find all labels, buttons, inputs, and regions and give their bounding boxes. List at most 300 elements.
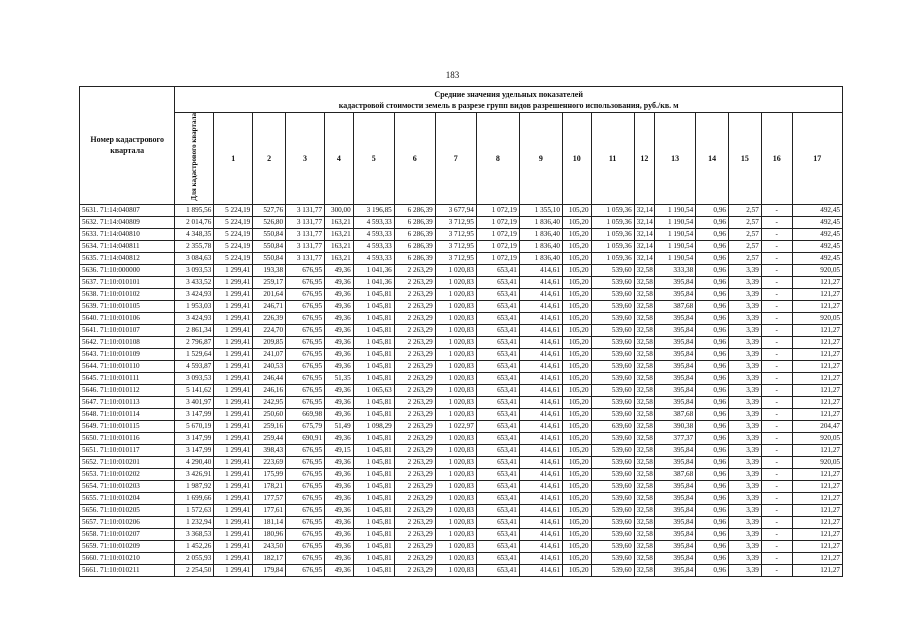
value-cell: 1 299,41 <box>214 444 253 456</box>
value-cell: 1 045,81 <box>353 516 394 528</box>
value-cell: 3,39 <box>729 528 762 540</box>
value-cell: 49,36 <box>325 300 354 312</box>
value-cell: 49,36 <box>325 384 354 396</box>
table-row <box>80 372 843 384</box>
value-cell: - <box>761 396 792 408</box>
value-cell: - <box>761 384 792 396</box>
value-cell: 2 263,29 <box>394 300 435 312</box>
value-cell: 1 020,83 <box>435 516 476 528</box>
table-row <box>80 264 843 276</box>
value-cell: 1 299,41 <box>214 468 253 480</box>
value-cell: 676,95 <box>286 492 325 504</box>
value-cell: 1 059,36 <box>591 228 634 240</box>
value-cell: 32,58 <box>634 312 655 324</box>
header-group-title <box>175 87 843 113</box>
value-cell: 676,95 <box>286 348 325 360</box>
value-cell: 492,45 <box>792 216 842 228</box>
value-cell: 49,36 <box>325 564 354 576</box>
cadastral-number-cell: 5647. 71:10:010113 <box>80 396 175 408</box>
value-cell: 1 190,54 <box>655 204 696 216</box>
value-cell: 3 093,53 <box>175 264 214 276</box>
value-cell: 414,61 <box>519 468 562 480</box>
value-cell: 2 263,29 <box>394 480 435 492</box>
value-cell: 1 836,40 <box>519 240 562 252</box>
value-cell: 539,60 <box>591 264 634 276</box>
value-cell: 1 020,83 <box>435 288 476 300</box>
cadastral-number-cell: 5651. 71:10:010117 <box>80 444 175 456</box>
value-cell: 246,16 <box>253 384 286 396</box>
value-cell: 1 299,41 <box>214 312 253 324</box>
value-cell: 105,20 <box>562 288 591 300</box>
value-cell: 49,36 <box>325 456 354 468</box>
value-cell: 177,61 <box>253 504 286 516</box>
value-cell: 676,95 <box>286 336 325 348</box>
cadastral-number-cell: 5644. 71:10:010110 <box>80 360 175 372</box>
value-cell: 105,20 <box>562 300 591 312</box>
value-cell: 395,84 <box>655 528 696 540</box>
table-row <box>80 480 843 492</box>
value-cell: 4 348,35 <box>175 228 214 240</box>
value-cell: 1 190,54 <box>655 228 696 240</box>
value-cell: 653,41 <box>476 336 519 348</box>
value-cell: 1 045,81 <box>353 540 394 552</box>
value-cell: 653,41 <box>476 564 519 576</box>
value-cell: 49,15 <box>325 444 354 456</box>
value-cell: 2 263,29 <box>394 396 435 408</box>
value-cell: 3 093,53 <box>175 372 214 384</box>
value-cell: - <box>761 204 792 216</box>
value-cell: 163,21 <box>325 228 354 240</box>
value-cell: 653,41 <box>476 384 519 396</box>
value-cell: 49,36 <box>325 264 354 276</box>
value-cell: 2,57 <box>729 228 762 240</box>
value-cell: 4 593,87 <box>175 360 214 372</box>
value-cell: 3,39 <box>729 360 762 372</box>
value-cell: 492,45 <box>792 228 842 240</box>
value-cell: 226,39 <box>253 312 286 324</box>
value-cell: 121,27 <box>792 492 842 504</box>
value-cell: 105,20 <box>562 324 591 336</box>
value-cell: 49,36 <box>325 468 354 480</box>
value-cell: 121,27 <box>792 528 842 540</box>
value-cell: 32,58 <box>634 408 655 420</box>
value-cell: 32,58 <box>634 468 655 480</box>
value-cell: 246,44 <box>253 372 286 384</box>
value-cell: 1 072,19 <box>476 252 519 264</box>
value-cell: 395,84 <box>655 348 696 360</box>
value-cell: 1 045,81 <box>353 336 394 348</box>
value-cell: 539,60 <box>591 552 634 564</box>
value-cell: 1 045,81 <box>353 492 394 504</box>
value-cell: - <box>761 360 792 372</box>
value-cell: 676,95 <box>286 504 325 516</box>
value-cell: 3 424,93 <box>175 288 214 300</box>
value-cell: 3,39 <box>729 432 762 444</box>
value-cell: 1 299,41 <box>214 492 253 504</box>
value-cell: 676,95 <box>286 468 325 480</box>
value-cell: - <box>761 216 792 228</box>
value-cell: 105,20 <box>562 552 591 564</box>
value-cell: 539,60 <box>591 516 634 528</box>
value-cell: 653,41 <box>476 420 519 432</box>
value-cell: 6 286,39 <box>394 252 435 264</box>
value-cell: 32,58 <box>634 516 655 528</box>
value-cell: - <box>761 276 792 288</box>
cadastral-number-cell: 5656. 71:10:010205 <box>80 504 175 516</box>
value-cell: 49,36 <box>325 324 354 336</box>
value-cell: 0,96 <box>696 300 729 312</box>
page-number: 183 <box>445 70 460 80</box>
value-cell: 49,36 <box>325 432 354 444</box>
value-cell: 4 593,33 <box>353 252 394 264</box>
value-cell: 2,57 <box>729 240 762 252</box>
value-cell: 121,27 <box>792 468 842 480</box>
value-cell: 1 987,92 <box>175 480 214 492</box>
value-cell: 653,41 <box>476 432 519 444</box>
value-cell: 180,96 <box>253 528 286 540</box>
value-cell: 32,58 <box>634 504 655 516</box>
value-cell: 105,20 <box>562 456 591 468</box>
value-cell: 0,96 <box>696 396 729 408</box>
value-cell: 32,58 <box>634 456 655 468</box>
value-cell: - <box>761 312 792 324</box>
value-cell: 1 299,41 <box>214 480 253 492</box>
value-cell: 526,80 <box>253 216 286 228</box>
value-cell: 539,60 <box>591 348 634 360</box>
cadastral-number-cell: 5648. 71:10:010114 <box>80 408 175 420</box>
value-cell: 223,69 <box>253 456 286 468</box>
value-cell: 492,45 <box>792 252 842 264</box>
value-cell: 2 263,29 <box>394 504 435 516</box>
value-cell: 32,58 <box>634 300 655 312</box>
header-col-11: 11 <box>591 113 634 205</box>
value-cell: 3 131,77 <box>286 216 325 228</box>
value-cell: 539,60 <box>591 456 634 468</box>
value-cell: - <box>761 288 792 300</box>
value-cell: 676,95 <box>286 516 325 528</box>
value-cell: 2 263,29 <box>394 456 435 468</box>
value-cell: 1 045,81 <box>353 456 394 468</box>
value-cell: 3,39 <box>729 396 762 408</box>
value-cell: - <box>761 324 792 336</box>
value-cell: 49,36 <box>325 552 354 564</box>
value-cell: 395,84 <box>655 396 696 408</box>
value-cell: 669,98 <box>286 408 325 420</box>
value-cell: 539,60 <box>591 492 634 504</box>
value-cell: 105,20 <box>562 408 591 420</box>
value-cell: 1 072,19 <box>476 228 519 240</box>
value-cell: 653,41 <box>476 504 519 516</box>
value-cell: 414,61 <box>519 396 562 408</box>
table-row <box>80 408 843 420</box>
value-cell: 414,61 <box>519 336 562 348</box>
value-cell: 3,39 <box>729 312 762 324</box>
value-cell: 32,14 <box>634 228 655 240</box>
value-cell: 242,95 <box>253 396 286 408</box>
value-cell: - <box>761 240 792 252</box>
value-cell: 920,05 <box>792 432 842 444</box>
value-cell: 3,39 <box>729 288 762 300</box>
value-cell: 1 045,81 <box>353 552 394 564</box>
value-cell: 676,95 <box>286 444 325 456</box>
value-cell: 49,36 <box>325 408 354 420</box>
value-cell: 1 045,81 <box>353 348 394 360</box>
value-cell: 1 020,83 <box>435 336 476 348</box>
value-cell: 3 131,77 <box>286 240 325 252</box>
value-cell: 105,20 <box>562 204 591 216</box>
value-cell: 121,27 <box>792 336 842 348</box>
value-cell: 1 065,63 <box>353 384 394 396</box>
value-cell: 259,17 <box>253 276 286 288</box>
value-cell: 539,60 <box>591 384 634 396</box>
table-row <box>80 348 843 360</box>
value-cell: 377,37 <box>655 432 696 444</box>
value-cell: 395,84 <box>655 336 696 348</box>
value-cell: 3,39 <box>729 420 762 432</box>
value-cell: 1 020,83 <box>435 504 476 516</box>
value-cell: 2 263,29 <box>394 372 435 384</box>
value-cell: 0,96 <box>696 324 729 336</box>
value-cell: 105,20 <box>562 228 591 240</box>
value-cell: 1 020,83 <box>435 432 476 444</box>
value-cell: 539,60 <box>591 300 634 312</box>
value-cell: 0,96 <box>696 348 729 360</box>
value-cell: 105,20 <box>562 216 591 228</box>
value-cell: 105,20 <box>562 528 591 540</box>
value-cell: 1 045,81 <box>353 432 394 444</box>
value-cell: 1 299,41 <box>214 396 253 408</box>
value-cell: 1 020,83 <box>435 264 476 276</box>
value-cell: 1 299,41 <box>214 336 253 348</box>
value-cell: 3,39 <box>729 324 762 336</box>
value-cell: - <box>761 492 792 504</box>
value-cell: 395,84 <box>655 504 696 516</box>
value-cell: - <box>761 552 792 564</box>
value-cell: 32,14 <box>634 216 655 228</box>
value-cell: 1 020,83 <box>435 300 476 312</box>
cadastral-number-cell: 5639. 71:10:010105 <box>80 300 175 312</box>
value-cell: 653,41 <box>476 528 519 540</box>
value-cell: 414,61 <box>519 492 562 504</box>
value-cell: 395,84 <box>655 288 696 300</box>
value-cell: 2 055,93 <box>175 552 214 564</box>
value-cell: 1 299,41 <box>214 504 253 516</box>
value-cell: 1 190,54 <box>655 252 696 264</box>
value-cell: 3,39 <box>729 516 762 528</box>
value-cell: 105,20 <box>562 372 591 384</box>
value-cell: 2 014,76 <box>175 216 214 228</box>
value-cell: 105,20 <box>562 468 591 480</box>
value-cell: 105,20 <box>562 504 591 516</box>
value-cell: 121,27 <box>792 348 842 360</box>
value-cell: 0,96 <box>696 408 729 420</box>
value-cell: 1 020,83 <box>435 384 476 396</box>
value-cell: 539,60 <box>591 480 634 492</box>
cadastral-number-cell: 5632. 71:14:040809 <box>80 216 175 228</box>
value-cell: 0,96 <box>696 480 729 492</box>
value-cell: - <box>761 516 792 528</box>
value-cell: 653,41 <box>476 540 519 552</box>
value-cell: 105,20 <box>562 516 591 528</box>
value-cell: 1 022,97 <box>435 420 476 432</box>
value-cell: 105,20 <box>562 336 591 348</box>
value-cell: 0,96 <box>696 420 729 432</box>
header-group-line2: кадастровой стоимости земель в разрезе групп видов разрешенного использования, руб./кв. м <box>338 100 679 110</box>
cadastral-number-cell: 5635. 71:14:040812 <box>80 252 175 264</box>
value-cell: 163,21 <box>325 240 354 252</box>
value-cell: 3 401,97 <box>175 396 214 408</box>
value-cell: 414,61 <box>519 384 562 396</box>
value-cell: 204,47 <box>792 420 842 432</box>
value-cell: 3,39 <box>729 456 762 468</box>
value-cell: 539,60 <box>591 336 634 348</box>
value-cell: 395,84 <box>655 372 696 384</box>
value-cell: 1 045,81 <box>353 300 394 312</box>
cadastral-number-cell: 5649. 71:10:010115 <box>80 420 175 432</box>
value-cell: 32,58 <box>634 432 655 444</box>
value-cell: 550,84 <box>253 240 286 252</box>
cadastral-number-cell: 5659. 71:10:010209 <box>80 540 175 552</box>
value-cell: 676,95 <box>286 564 325 576</box>
value-cell: 414,61 <box>519 444 562 456</box>
value-cell: 4 593,33 <box>353 216 394 228</box>
value-cell: 3,39 <box>729 468 762 480</box>
value-cell: 676,95 <box>286 300 325 312</box>
value-cell: 1 020,83 <box>435 468 476 480</box>
value-cell: 0,96 <box>696 204 729 216</box>
table-row <box>80 396 843 408</box>
table-row <box>80 240 843 252</box>
value-cell: 395,84 <box>655 312 696 324</box>
value-cell: 0,96 <box>696 216 729 228</box>
value-cell: 1 572,63 <box>175 504 214 516</box>
value-cell: 32,58 <box>634 276 655 288</box>
value-cell: 1 020,83 <box>435 456 476 468</box>
value-cell: 395,84 <box>655 444 696 456</box>
value-cell: 676,95 <box>286 276 325 288</box>
value-cell: 49,36 <box>325 336 354 348</box>
value-cell: 387,68 <box>655 408 696 420</box>
value-cell: 492,45 <box>792 204 842 216</box>
value-cell: 121,27 <box>792 288 842 300</box>
value-cell: - <box>761 444 792 456</box>
value-cell: 240,53 <box>253 360 286 372</box>
value-cell: 0,96 <box>696 432 729 444</box>
value-cell: 0,96 <box>696 444 729 456</box>
value-cell: 3 131,77 <box>286 204 325 216</box>
value-cell: 201,64 <box>253 288 286 300</box>
value-cell: 2 263,29 <box>394 276 435 288</box>
value-cell: 3,39 <box>729 564 762 576</box>
value-cell: 414,61 <box>519 420 562 432</box>
value-cell: 3,39 <box>729 372 762 384</box>
value-cell: 676,95 <box>286 360 325 372</box>
value-cell: 3,39 <box>729 552 762 564</box>
value-cell: 0,96 <box>696 552 729 564</box>
cadastral-number-cell: 5650. 71:10:010116 <box>80 432 175 444</box>
value-cell: 1 045,81 <box>353 288 394 300</box>
value-cell: 3 712,95 <box>435 216 476 228</box>
value-cell: 2 263,29 <box>394 492 435 504</box>
value-cell: 5 141,62 <box>175 384 214 396</box>
value-cell: 3,39 <box>729 300 762 312</box>
cadastral-number-cell: 5634. 71:14:040811 <box>80 240 175 252</box>
value-cell: - <box>761 480 792 492</box>
value-cell: - <box>761 228 792 240</box>
cadastral-number-cell: 5631. 71:14:040807 <box>80 204 175 216</box>
value-cell: 121,27 <box>792 408 842 420</box>
table-row <box>80 252 843 264</box>
value-cell: 49,36 <box>325 276 354 288</box>
value-cell: 3,39 <box>729 504 762 516</box>
value-cell: 49,36 <box>325 516 354 528</box>
value-cell: - <box>761 468 792 480</box>
value-cell: 1 299,41 <box>214 384 253 396</box>
cadastral-number-cell: 5637. 71:10:010101 <box>80 276 175 288</box>
value-cell: 32,58 <box>634 288 655 300</box>
cadastral-number-cell: 5645. 71:10:010111 <box>80 372 175 384</box>
value-cell: 1 299,41 <box>214 408 253 420</box>
value-cell: 1 299,41 <box>214 528 253 540</box>
value-cell: - <box>761 336 792 348</box>
header-col-8: 8 <box>476 113 519 205</box>
value-cell: 0,96 <box>696 504 729 516</box>
value-cell: 395,84 <box>655 540 696 552</box>
value-cell: 1 299,41 <box>214 324 253 336</box>
value-cell: 2 263,29 <box>394 468 435 480</box>
value-cell: 1 045,81 <box>353 468 394 480</box>
table-row <box>80 528 843 540</box>
value-cell: 398,43 <box>253 444 286 456</box>
value-cell: 676,95 <box>286 540 325 552</box>
cadastral-number-cell: 5661. 71:10:010211 <box>80 564 175 576</box>
value-cell: 5 224,19 <box>214 252 253 264</box>
value-cell: 1 232,94 <box>175 516 214 528</box>
value-cell: 105,20 <box>562 360 591 372</box>
value-cell: 3 084,63 <box>175 252 214 264</box>
value-cell: 49,36 <box>325 480 354 492</box>
value-cell: 1 020,83 <box>435 372 476 384</box>
value-cell: 414,61 <box>519 300 562 312</box>
value-cell: 0,96 <box>696 312 729 324</box>
value-cell: 3,39 <box>729 336 762 348</box>
cadastral-number-cell: 5652. 71:10:010201 <box>80 456 175 468</box>
header-for-quarter-label: Для кадастрового квартала <box>190 113 199 201</box>
value-cell: 539,60 <box>591 396 634 408</box>
value-cell: 414,61 <box>519 264 562 276</box>
table-row <box>80 276 843 288</box>
value-cell: 2 263,29 <box>394 312 435 324</box>
value-cell: 177,57 <box>253 492 286 504</box>
table-row <box>80 420 843 432</box>
table-row <box>80 300 843 312</box>
value-cell: 1 953,03 <box>175 300 214 312</box>
value-cell: 4 593,33 <box>353 240 394 252</box>
value-cell: 2 263,29 <box>394 408 435 420</box>
value-cell: 250,60 <box>253 408 286 420</box>
value-cell: 121,27 <box>792 540 842 552</box>
value-cell: 414,61 <box>519 408 562 420</box>
value-cell: 1 299,41 <box>214 540 253 552</box>
value-cell: 539,60 <box>591 540 634 552</box>
value-cell: 676,95 <box>286 396 325 408</box>
value-cell: 1 020,83 <box>435 492 476 504</box>
value-cell: 1 452,26 <box>175 540 214 552</box>
value-cell: 2 263,29 <box>394 540 435 552</box>
value-cell: 653,41 <box>476 468 519 480</box>
table-row <box>80 456 843 468</box>
value-cell: 49,36 <box>325 288 354 300</box>
